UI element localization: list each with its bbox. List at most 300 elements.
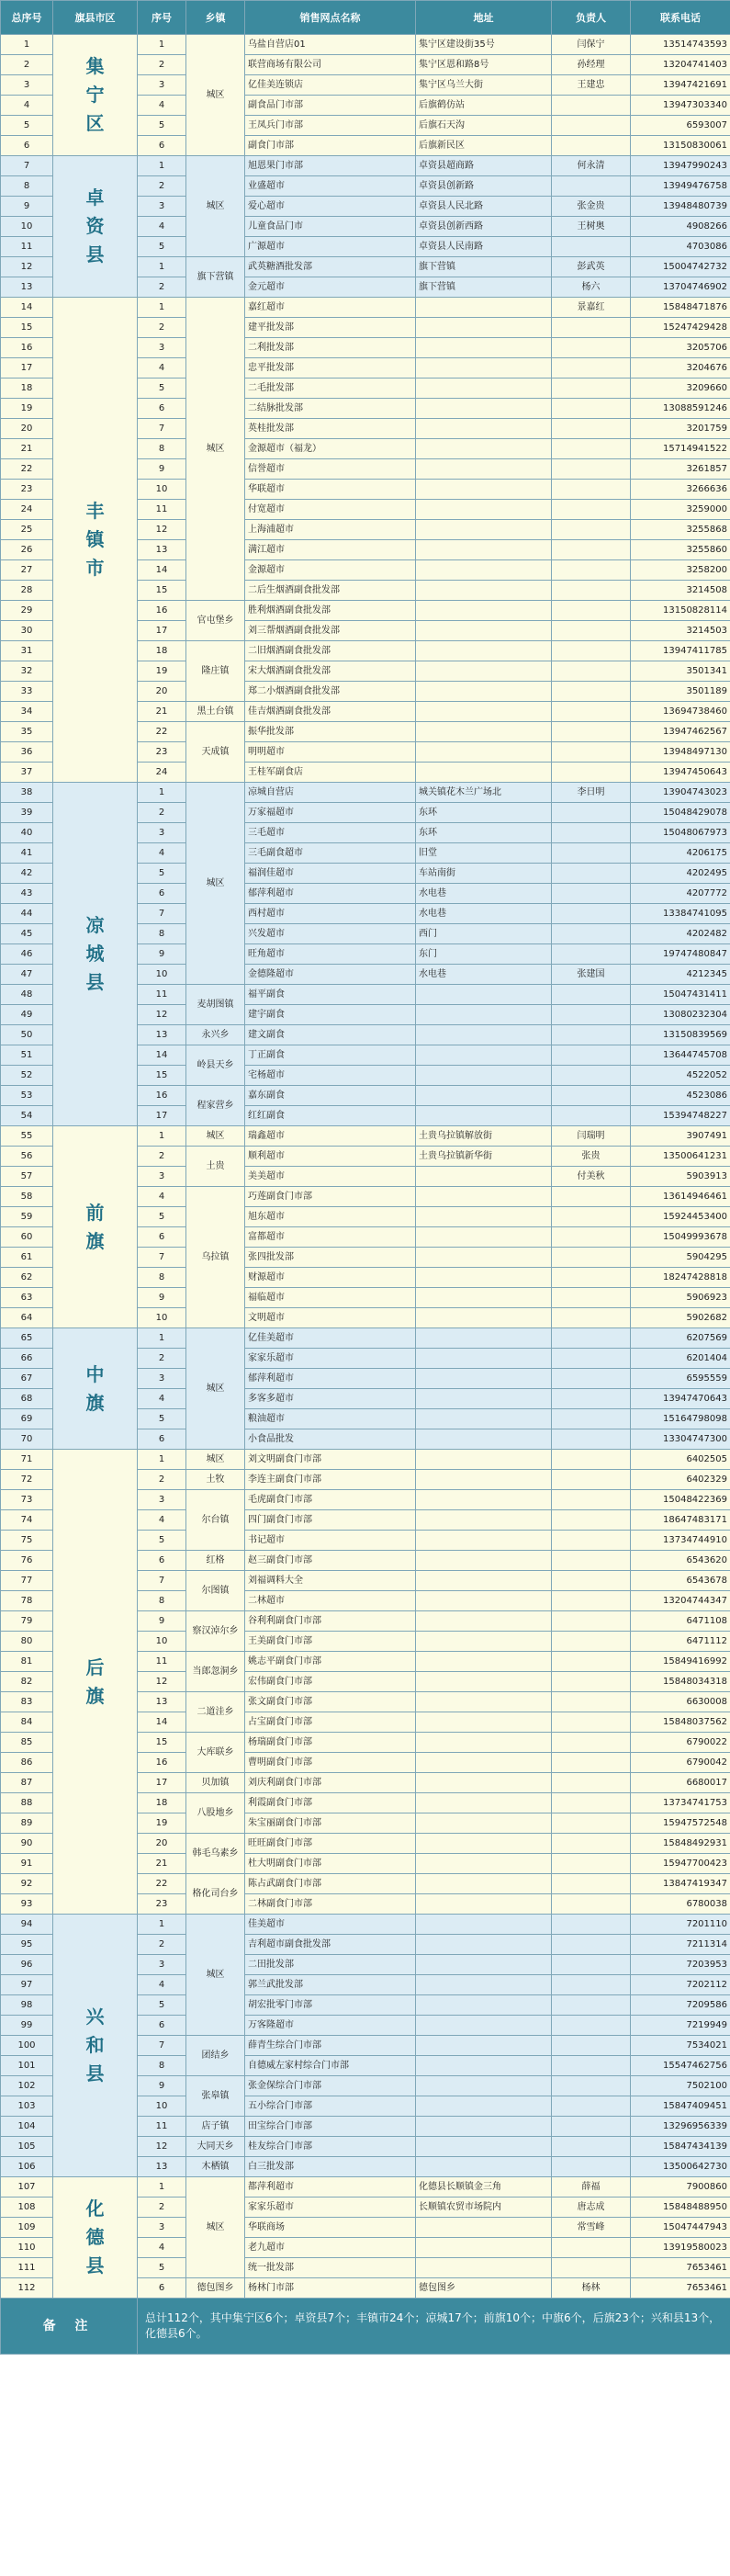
cell-town: 城区 [186, 1328, 245, 1450]
cell-seq: 3 [138, 197, 186, 217]
cell-total-no: 2 [1, 55, 53, 75]
cell-address [416, 540, 552, 560]
cell-total-no: 46 [1, 944, 53, 965]
cell-store-name: 付宽超市 [245, 500, 416, 520]
cell-store-name: 亿佳美连锁店 [245, 75, 416, 96]
cell-total-no: 58 [1, 1187, 53, 1207]
header-seq: 序号 [138, 1, 186, 35]
cell-address [416, 2157, 552, 2177]
cell-address [416, 1510, 552, 1531]
cell-person [552, 1995, 631, 2016]
cell-address [416, 601, 552, 621]
cell-person [552, 2076, 631, 2096]
cell-seq: 16 [138, 1753, 186, 1773]
cell-total-no: 27 [1, 560, 53, 581]
cell-store-name: 儿童食品门市 [245, 217, 416, 237]
cell-person [552, 1268, 631, 1288]
header-store: 销售网点名称 [245, 1, 416, 35]
cell-phone: 15847434139 [631, 2137, 730, 2157]
county-name: 凉 城 县 [85, 914, 105, 993]
cell-phone: 13948480739 [631, 197, 730, 217]
cell-address [416, 1975, 552, 1995]
cell-total-no: 91 [1, 1854, 53, 1874]
cell-total-no: 31 [1, 641, 53, 661]
cell-total-no: 38 [1, 783, 53, 803]
cell-person [552, 176, 631, 197]
cell-store-name: 明明超市 [245, 742, 416, 763]
cell-store-name: 张文副食门市部 [245, 1692, 416, 1712]
cell-seq: 13 [138, 1692, 186, 1712]
cell-address [416, 1450, 552, 1470]
cell-phone: 4522052 [631, 1066, 730, 1086]
cell-phone: 3255860 [631, 540, 730, 560]
cell-person [552, 661, 631, 682]
cell-seq: 20 [138, 1834, 186, 1854]
cell-store-name: 郭兰武批发部 [245, 1975, 416, 1995]
cell-person [552, 1793, 631, 1813]
cell-store-name: 朱宝丽副食门市部 [245, 1813, 416, 1834]
cell-town: 城区 [186, 35, 245, 156]
cell-seq: 5 [138, 1531, 186, 1551]
cell-phone: 7502100 [631, 2076, 730, 2096]
cell-person [552, 237, 631, 257]
cell-phone: 15164798098 [631, 1409, 730, 1429]
cell-address: 卓资县人民南路 [416, 237, 552, 257]
cell-person [552, 1470, 631, 1490]
cell-store-name: 自德威左家村综合门市部 [245, 2056, 416, 2076]
cell-total-no: 72 [1, 1470, 53, 1490]
cell-person [552, 459, 631, 480]
cell-store-name: 二林超市 [245, 1591, 416, 1611]
cell-person [552, 1915, 631, 1935]
cell-address: 卓资县超商路 [416, 156, 552, 176]
cell-store-name: 张四批发部 [245, 1248, 416, 1268]
cell-address [416, 1409, 552, 1429]
cell-person [552, 520, 631, 540]
cell-phone: 13296956339 [631, 2117, 730, 2137]
cell-town: 岭县天乡 [186, 1045, 245, 1086]
cell-store-name: 赵三副食门市部 [245, 1551, 416, 1571]
cell-town: 城区 [186, 783, 245, 985]
cell-phone: 13384741095 [631, 904, 730, 924]
cell-address [416, 1268, 552, 1288]
cell-person [552, 843, 631, 864]
note-text: 总计112个，其中集宁区6个；卓资县7个；丰镇市24个；凉城17个；前旗10个；中旗6个，后旗23个；兴和县13个，化德县6个。 [138, 2299, 730, 2355]
cell-address [416, 621, 552, 641]
cell-total-no: 86 [1, 1753, 53, 1773]
cell-phone: 13949476758 [631, 176, 730, 197]
cell-phone: 15047447943 [631, 2218, 730, 2238]
cell-seq: 3 [138, 2218, 186, 2238]
cell-total-no: 11 [1, 237, 53, 257]
cell-phone: 6780038 [631, 1894, 730, 1915]
cell-phone: 13947303340 [631, 96, 730, 116]
cell-address [416, 1733, 552, 1753]
cell-town: 格化司台乡 [186, 1874, 245, 1915]
cell-phone: 3214503 [631, 621, 730, 641]
cell-seq: 6 [138, 884, 186, 904]
cell-seq: 2 [138, 1349, 186, 1369]
cell-total-no: 30 [1, 621, 53, 641]
county-cell [53, 1126, 138, 1328]
cell-store-name: 金元超市 [245, 277, 416, 298]
cell-phone: 15047431411 [631, 985, 730, 1005]
cell-seq: 12 [138, 1005, 186, 1025]
cell-address: 东环 [416, 803, 552, 823]
cell-person [552, 2096, 631, 2117]
cell-phone: 13644745708 [631, 1045, 730, 1066]
cell-store-name: 美美超市 [245, 1167, 416, 1187]
cell-person [552, 96, 631, 116]
cell-seq: 2 [138, 277, 186, 298]
cell-person [552, 439, 631, 459]
cell-seq: 1 [138, 783, 186, 803]
cell-phone: 3501189 [631, 682, 730, 702]
cell-address [416, 1369, 552, 1389]
cell-person [552, 378, 631, 399]
cell-seq: 13 [138, 1025, 186, 1045]
cell-store-name: 吉利超市副食批发部 [245, 1935, 416, 1955]
cell-person: 唐志成 [552, 2198, 631, 2218]
cell-store-name: 振华批发部 [245, 722, 416, 742]
table-row [1, 1328, 730, 1349]
cell-address [416, 439, 552, 459]
county-cell [53, 2177, 138, 2299]
cell-town: 黑土台镇 [186, 702, 245, 722]
cell-store-name: 姚志平副食门市部 [245, 1652, 416, 1672]
cell-total-no: 5 [1, 116, 53, 136]
cell-phone: 3214508 [631, 581, 730, 601]
cell-person: 彭武英 [552, 257, 631, 277]
cell-store-name: 丁正副食 [245, 1045, 416, 1066]
cell-total-no: 23 [1, 480, 53, 500]
cell-address [416, 661, 552, 682]
cell-phone: 3209660 [631, 378, 730, 399]
cell-phone: 3204676 [631, 358, 730, 378]
cell-phone: 7201110 [631, 1915, 730, 1935]
cell-total-no: 6 [1, 136, 53, 156]
cell-address [416, 1227, 552, 1248]
cell-phone: 6630008 [631, 1692, 730, 1712]
cell-address [416, 2137, 552, 2157]
cell-total-no: 24 [1, 500, 53, 520]
cell-person [552, 1227, 631, 1248]
cell-town: 大同天乡 [186, 2137, 245, 2157]
cell-store-name: 万家福超市 [245, 803, 416, 823]
cell-store-name: 兴发超市 [245, 924, 416, 944]
cell-address: 水电巷 [416, 884, 552, 904]
cell-person [552, 1632, 631, 1652]
cell-address: 水电巷 [416, 904, 552, 924]
cell-phone: 13904743023 [631, 783, 730, 803]
cell-total-no: 108 [1, 2198, 53, 2218]
cell-phone: 6201404 [631, 1349, 730, 1369]
cell-town: 城区 [186, 1915, 245, 2036]
cell-seq: 17 [138, 1106, 186, 1126]
cell-address [416, 1349, 552, 1369]
county-name: 中 旗 [85, 1362, 105, 1414]
cell-seq: 4 [138, 1187, 186, 1207]
cell-total-no: 14 [1, 298, 53, 318]
cell-person [552, 1308, 631, 1328]
cell-total-no: 82 [1, 1672, 53, 1692]
cell-store-name: 李连主副食门市部 [245, 1470, 416, 1490]
cell-phone: 15394748227 [631, 1106, 730, 1126]
cell-total-no: 15 [1, 318, 53, 338]
cell-store-name: 爱心超市 [245, 197, 416, 217]
cell-person: 付美秋 [552, 1167, 631, 1187]
cell-total-no: 45 [1, 924, 53, 944]
cell-total-no: 67 [1, 1369, 53, 1389]
cell-seq: 21 [138, 1854, 186, 1874]
cell-store-name: 二林副食门市部 [245, 1894, 416, 1915]
cell-phone: 15714941522 [631, 439, 730, 459]
cell-address: 长顺镇农贸市场院内 [416, 2198, 552, 2218]
cell-total-no: 92 [1, 1874, 53, 1894]
cell-total-no: 69 [1, 1409, 53, 1429]
cell-town: 天成镇 [186, 722, 245, 783]
cell-seq: 22 [138, 1874, 186, 1894]
cell-address [416, 1935, 552, 1955]
cell-store-name: 亿佳美超市 [245, 1328, 416, 1349]
cell-address [416, 1712, 552, 1733]
cell-phone: 13080232304 [631, 1005, 730, 1025]
cell-town: 旗下营镇 [186, 257, 245, 298]
cell-person [552, 682, 631, 702]
cell-phone: 7900860 [631, 2177, 730, 2198]
cell-store-name: 福临超市 [245, 1288, 416, 1308]
cell-total-no: 57 [1, 1167, 53, 1187]
cell-person [552, 1025, 631, 1045]
cell-total-no: 8 [1, 176, 53, 197]
cell-total-no: 39 [1, 803, 53, 823]
cell-seq: 11 [138, 2117, 186, 2137]
county-cell [53, 35, 138, 156]
cell-total-no: 35 [1, 722, 53, 742]
cell-phone: 15848471876 [631, 298, 730, 318]
cell-phone: 4703086 [631, 237, 730, 257]
cell-total-no: 25 [1, 520, 53, 540]
cell-address [416, 1551, 552, 1571]
cell-town: 当郎忽洞乡 [186, 1652, 245, 1692]
cell-seq: 5 [138, 1207, 186, 1227]
cell-total-no: 89 [1, 1813, 53, 1834]
cell-total-no: 50 [1, 1025, 53, 1045]
cell-store-name: 宏伟副食门市部 [245, 1672, 416, 1692]
cell-person: 景嘉红 [552, 298, 631, 318]
cell-phone: 19747480847 [631, 944, 730, 965]
cell-phone: 5903913 [631, 1167, 730, 1187]
cell-total-no: 104 [1, 2117, 53, 2137]
cell-total-no: 103 [1, 2096, 53, 2117]
cell-address: 旗下营镇 [416, 277, 552, 298]
cell-phone: 15048429078 [631, 803, 730, 823]
cell-store-name: 王桂军副食店 [245, 763, 416, 783]
cell-seq: 15 [138, 1733, 186, 1753]
cell-person [552, 1652, 631, 1672]
cell-store-name: 旺旺副食门市部 [245, 1834, 416, 1854]
cell-person [552, 702, 631, 722]
cell-store-name: 陈占武副食门市部 [245, 1874, 416, 1894]
cell-store-name: 联营商场有限公司 [245, 55, 416, 75]
cell-total-no: 90 [1, 1834, 53, 1854]
cell-phone: 3266636 [631, 480, 730, 500]
cell-seq: 7 [138, 904, 186, 924]
cell-person [552, 2238, 631, 2258]
cell-store-name: 三毛超市 [245, 823, 416, 843]
cell-phone: 15848037562 [631, 1712, 730, 1733]
cell-total-no: 65 [1, 1328, 53, 1349]
cell-phone: 13847419347 [631, 1874, 730, 1894]
cell-seq: 11 [138, 1652, 186, 1672]
cell-seq: 8 [138, 924, 186, 944]
cell-phone: 6471112 [631, 1632, 730, 1652]
cell-store-name: 广源超市 [245, 237, 416, 257]
cell-total-no: 32 [1, 661, 53, 682]
cell-address [416, 742, 552, 763]
cell-store-name: 三毛副食超市 [245, 843, 416, 864]
cell-person [552, 1349, 631, 1369]
cell-total-no: 81 [1, 1652, 53, 1672]
cell-store-name: 佳美超市 [245, 1915, 416, 1935]
cell-address [416, 459, 552, 480]
cell-address [416, 1753, 552, 1773]
cell-address: 卓资县人民北路 [416, 197, 552, 217]
cell-phone: 13947470643 [631, 1389, 730, 1409]
cell-store-name: 二利批发部 [245, 338, 416, 358]
cell-person [552, 641, 631, 661]
cell-person [552, 419, 631, 439]
cell-seq: 2 [138, 318, 186, 338]
cell-store-name: 四门副食门市部 [245, 1510, 416, 1531]
cell-address: 德包图乡 [416, 2278, 552, 2299]
cell-total-no: 36 [1, 742, 53, 763]
table-row [1, 298, 730, 318]
cell-address [416, 480, 552, 500]
cell-person [552, 1389, 631, 1409]
cell-address [416, 1894, 552, 1915]
cell-address: 车站南街 [416, 864, 552, 884]
cell-seq: 2 [138, 1147, 186, 1167]
cell-phone: 6543678 [631, 1571, 730, 1591]
county-name: 前 旗 [85, 1201, 105, 1252]
cell-phone: 3255868 [631, 520, 730, 540]
cell-town: 城区 [186, 1126, 245, 1147]
cell-seq: 1 [138, 298, 186, 318]
cell-total-no: 60 [1, 1227, 53, 1248]
cell-phone: 3907491 [631, 1126, 730, 1147]
cell-address [416, 1834, 552, 1854]
cell-seq: 6 [138, 1227, 186, 1248]
cell-phone: 15848492931 [631, 1834, 730, 1854]
cell-total-no: 105 [1, 2137, 53, 2157]
cell-phone: 13150839569 [631, 1025, 730, 1045]
cell-store-name: 财源超市 [245, 1268, 416, 1288]
cell-phone: 15004742732 [631, 257, 730, 277]
cell-address [416, 2076, 552, 2096]
cell-total-no: 101 [1, 2056, 53, 2076]
cell-town: 官屯堡乡 [186, 601, 245, 641]
cell-store-name: 王美副食门市部 [245, 1632, 416, 1652]
cell-address [416, 338, 552, 358]
cell-seq: 3 [138, 338, 186, 358]
cell-total-no: 84 [1, 1712, 53, 1733]
cell-person [552, 823, 631, 843]
cell-address [416, 399, 552, 419]
cell-person [552, 1086, 631, 1106]
cell-address: 东门 [416, 944, 552, 965]
cell-person [552, 2137, 631, 2157]
cell-person: 常雪峰 [552, 2218, 631, 2238]
cell-phone: 7209586 [631, 1995, 730, 2016]
cell-address [416, 985, 552, 1005]
cell-seq: 5 [138, 116, 186, 136]
cell-store-name: 宅杨超市 [245, 1066, 416, 1086]
cell-seq: 6 [138, 136, 186, 156]
cell-seq: 13 [138, 2157, 186, 2177]
cell-person [552, 1207, 631, 1227]
cell-phone: 15849416992 [631, 1652, 730, 1672]
cell-town: 尔台镇 [186, 1490, 245, 1551]
cell-store-name: 满江超市 [245, 540, 416, 560]
table-row [1, 2177, 730, 2198]
cell-seq: 19 [138, 661, 186, 682]
cell-seq: 10 [138, 1308, 186, 1328]
cell-seq: 18 [138, 641, 186, 661]
cell-person [552, 924, 631, 944]
cell-phone: 5902682 [631, 1308, 730, 1328]
cell-seq: 9 [138, 2076, 186, 2096]
cell-store-name: 占宝副食门市部 [245, 1712, 416, 1733]
cell-seq: 16 [138, 601, 186, 621]
cell-address [416, 1429, 552, 1450]
cell-seq: 1 [138, 1328, 186, 1349]
cell-phone: 13734741753 [631, 1793, 730, 1813]
cell-person [552, 399, 631, 419]
cell-phone: 15247429428 [631, 318, 730, 338]
cell-phone: 13088591246 [631, 399, 730, 419]
cell-person [552, 2056, 631, 2076]
cell-store-name: 刘文明副食门市部 [245, 1450, 416, 1470]
cell-address [416, 1288, 552, 1308]
header-person: 负责人 [552, 1, 631, 35]
cell-store-name: 嘉红超市 [245, 298, 416, 318]
cell-total-no: 17 [1, 358, 53, 378]
cell-phone: 13947462567 [631, 722, 730, 742]
cell-total-no: 18 [1, 378, 53, 399]
cell-phone: 6593007 [631, 116, 730, 136]
cell-person [552, 1591, 631, 1611]
cell-person [552, 358, 631, 378]
cell-phone: 6471108 [631, 1611, 730, 1632]
cell-address [416, 2218, 552, 2238]
cell-store-name: 上海浦超市 [245, 520, 416, 540]
cell-total-no: 49 [1, 1005, 53, 1025]
cell-total-no: 111 [1, 2258, 53, 2278]
cell-phone: 3205706 [631, 338, 730, 358]
cell-store-name: 建平批发部 [245, 318, 416, 338]
cell-town: 二道洼乡 [186, 1692, 245, 1733]
cell-phone: 13948497130 [631, 742, 730, 763]
cell-person [552, 318, 631, 338]
cell-seq: 23 [138, 1894, 186, 1915]
cell-address [416, 2258, 552, 2278]
cell-total-no: 73 [1, 1490, 53, 1510]
cell-phone: 7653461 [631, 2278, 730, 2299]
cell-address [416, 581, 552, 601]
cell-total-no: 22 [1, 459, 53, 480]
cell-total-no: 75 [1, 1531, 53, 1551]
